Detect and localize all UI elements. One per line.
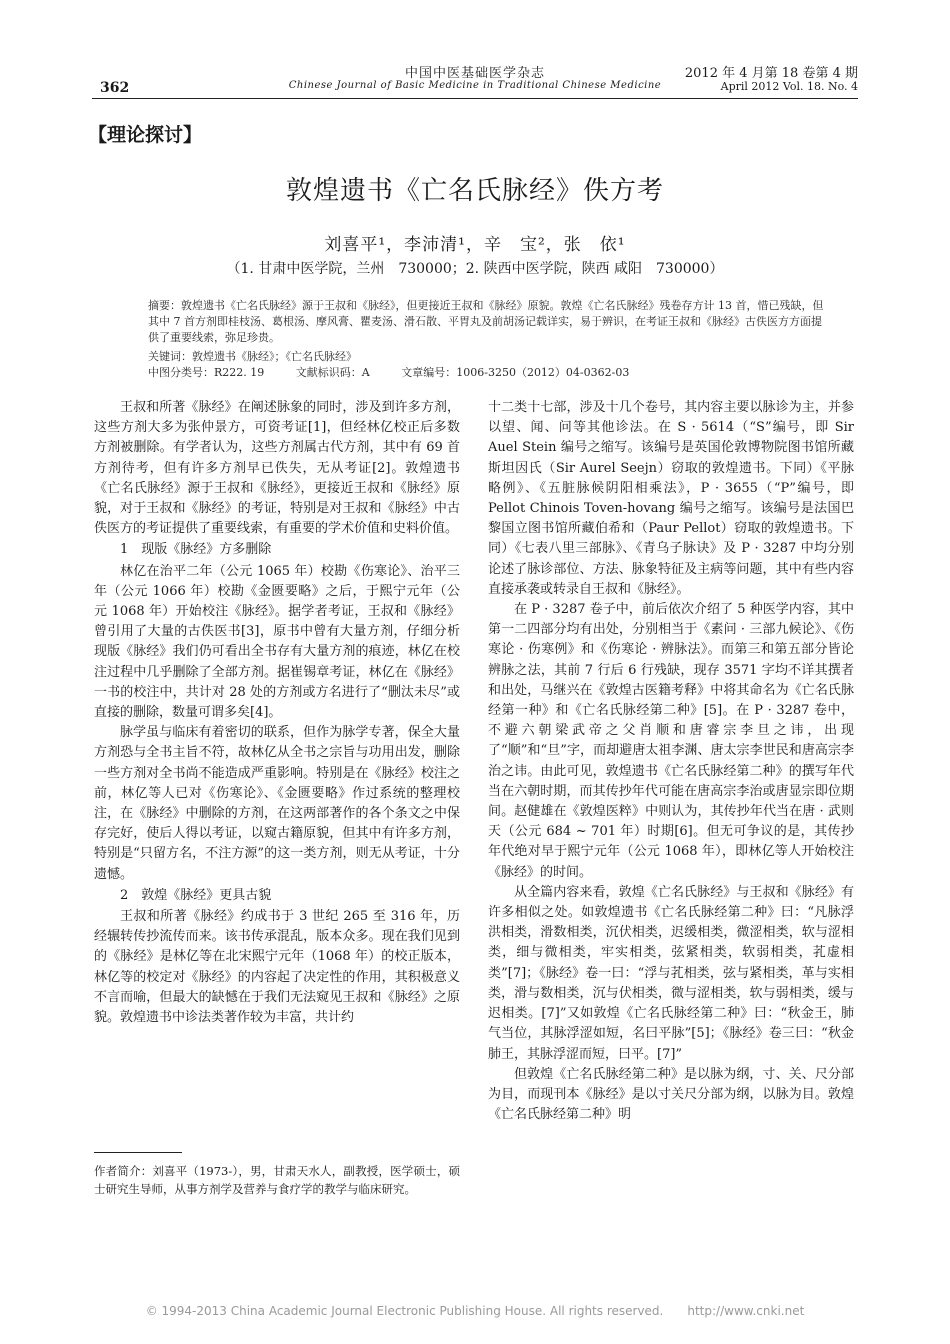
paragraph: 从全篇内容来看，敦煌《亡名氏脉经》与王叔和《脉经》有许多相似之处。如敦煌遗书《亡名氏脉经第二种》曰：“凡脉浮洪相类，滑数相类，沉伏相类，迟缓相类，微涩相类，软与涩相类，细与微相类，牢实相类，弦紧相类，软弱相类，芤虚相类”[7]；《脉经》卷一曰：“浮与芤相类，弦与紧相类，革与实相类，滑与数相类，沉与伏相类，微与涩相类，软与弱相类，缓与迟相类。[7]”又如敦煌《亡名氏脉经第二种》曰：“秋金王，肺气当位，其脉浮涩如短，名曰平脉”[5]；《脉经》卷三曰：“秋金肺王，其脉浮涩而短，曰平。[7]” [488, 884, 854, 1062]
journal-title-en: Chinese Journal of Basic Medicine in Traditional Chinese Medicine [288, 80, 662, 91]
article-number: 文章编号：1006-3250（2012）04-0362-03 [401, 366, 630, 379]
column-tag: 【理论探讨】 [88, 124, 203, 146]
paragraph: 但敦煌《亡名氏脉经第二种》是以脉为纲，寸、关、尺分部为目，而现刊本《脉经》是以寸关尺分部为纲，以脉为目。敦煌《亡名氏脉经第二种》明 [488, 1066, 854, 1123]
author-footnote: 作者简介：刘喜平（1973-），男，甘肃天水人，副教授，医学硕士，硕士研究生导师，从事方剂学及营养与食疗学的教学与临床研究。 [94, 1164, 460, 1196]
article-title: 敦煌遗书《亡名氏脉经》佚方考 [285, 176, 664, 206]
body-column-left [94, 398, 460, 1028]
journal-title-zh: 中国中医基础医学杂志 [404, 66, 545, 81]
paragraph: 王叔和所著《脉经》约成书于 3 世纪 265 至 316 年，历经辗转传抄流传而来。该书传承混乱，版本众多。现在我们见到的《脉经》是林亿等在北宋熙宁元年（1068 年）的校正版本，林亿等的校定对《脉经》的内容起了决定性的作用，其积极意义不言而喻，但最大的缺憾在于我们无法窥见王叔和《脉经》之原貌。敦煌遗书中诊法类著作较为丰富，共计约 [94, 909, 460, 1026]
clc-number: 中图分类号：R222. 19 [148, 366, 265, 379]
abstract: 摘要：敦煌遗书《亡名氏脉经》源于王叔和《脉经》，但更接近王叔和《脉经》原貌。敦煌《亡名氏脉经》残卷存方计 13 首，惜已残缺，但其中 7 首方剂即桂枝汤、葛根汤、摩风膏、瞿麦汤、滑石散、平胃丸及前胡汤记载详实，易于辨识，在考证王叔和《脉经》古佚医方方面提供了重要线索，弥足珍贵。 [148, 299, 824, 344]
header-rule [92, 98, 858, 99]
classification-line [148, 365, 830, 381]
document-code: 文献标识码：A [295, 366, 370, 379]
page-number: 362 [100, 80, 130, 96]
paragraph: 脉学虽与临床有着密切的联系，但作为脉学专著，保全大量方剂恐与全书主旨不符，故林亿从全书之宗旨与功用出发，删除一些方剂对全书尚不能造成严重影响。特别是在《脉经》校注之前，林亿等人已对《伤寒论》、《金匮要略》作过系统的整理校注，在《脉经》中删除的方剂，在这两部著作的各个条文之中保存完好，使后人得以考证，以窥古籍原貌，但其中有许多方剂，特别是“只留方名，不注方源”的这一类方剂，则无从考证，十分遗憾。 [94, 725, 460, 882]
copyright-notice: © 1994-2013 China Academic Journal Electronic Publishing House. All rights reserved. http://www.cnki.net [145, 1304, 805, 1318]
section-heading: 2 敦煌《脉经》更具古貌 [120, 887, 272, 903]
paragraph: 十二类十七部，涉及十几个卷号，其内容主要以脉诊为主，并参以望、闻、问等其他诊法。在 S · 5614（“S”编号，即 Sir Auel Stein 编号之缩写。该编号是英国伦敦博物院图书馆所藏斯坦因氏（Sir Aurel Seejn）窃取的敦煌遗书。下同）《平脉略例》、《五脏脉候阴阳相乘法》，P · 3655（“P”编号，即 Pellot Chinois Toven-hovang 编号之缩写。该编号是法国巴黎国立图书馆所藏伯希和（Paur Pellot）窃取的敦煌遗书。下同）《七表八里三部脉》、《青乌子脉诀》及 P · 3287 中均分别论述了脉诊部位、方法、脉象特征及主病等问题，其中有些内容直接承袭或转录自王叔和《脉经》。 [488, 400, 854, 597]
affiliations: （1. 甘肃中医学院，兰州 730000；2. 陕西中医学院，陕西 咸阳 730000） [226, 261, 724, 277]
body-column-right [488, 398, 854, 1125]
paragraph: 林亿在治平二年（公元 1065 年）校勘《伤寒论》、治平三年（公元 1066 年）校勘《金匮要略》之后，于熙宁元年（公元 1068 年）开始校注《脉经》。据学者考证，王叔和《脉经》曾引用了大量的古佚医书[3]，原书中曾有大量方剂，仔细分析现版《脉经》我们仍可看出全书存有大量方剂的痕迹，林亿在校注过程中几乎删除了全部方剂。据崔锡章考证，林亿在《脉经》一书的校注中，共计对 28 处的方剂或方名进行了“删汰未尽”或直接的删除，数量可谓多矣[4]。 [94, 563, 460, 721]
author-list: 刘喜平¹，李沛清¹，辛 宝²，张 依¹ [324, 235, 626, 255]
paragraph: 王叔和所著《脉经》在阐述脉象的同时，涉及到许多方剂，这些方剂大多为张仲景方，可资考证[1]，但经林亿校正后多数方剂被删除。有学者认为，这些方剂属古代方剂，其中有 69 首方剂待考，但有许多方剂早已佚失，无从考证[2]。敦煌遗书《亡名氏脉经》源于王叔和《脉经》，更接近王叔和《脉经》原貌，对于王叔和《脉经》的考证，特别是对王叔和《脉经》中古佚医方的考证提供了重要线索，有重要的学术价值和史料价值。 [94, 400, 460, 537]
section-heading: 1 现版《脉经》方多删除 [120, 542, 272, 558]
issue-date-zh: 2012 年 4 月第 18 卷第 4 期 [684, 66, 858, 81]
footnote-rule [94, 1152, 182, 1153]
issue-date-en: April 2012 Vol. 18. No. 4 [720, 80, 858, 93]
keywords: 关键词：敦煌遗书《脉经》；《亡名氏脉经》 [148, 350, 357, 363]
paragraph: 在 P · 3287 卷子中，前后依次介绍了 5 种医学内容，其中第一二四部分均有出处，分别相当于《素问 · 三部九候论》、《伤寒论 · 伤寒例》和《伤寒论 · 辨脉法》。而第三和第五部分皆论辨脉之法，其前 7 行后 6 行残缺，现存 3571 字均不详其撰者和出处，马继兴在《敦煌古医籍考释》中将其命名为《亡名氏脉经第一种》和《亡名氏脉经第二种》[5]。在 P · 3287 卷中，不避六朝梁武帝之父肖顺和唐睿宗李旦之讳，出现了“顺”和“旦”字，而却避唐太祖李渊、唐太宗李世民和唐高宗李治之讳。由此可见，敦煌遗书《亡名氏脉经第二种》的撰写年代当在六朝时期，而其传抄年代可能在唐高宗李治或唐显宗即位期间。赵健雄在《敦煌医粹》中则认为，其传抄年代当在唐 · 武则天（公元 684 ~ 701 年）时期[6]。但无可争议的是，其传抄年代绝对早于熙宁元年（公元 1068 年），即林亿等人开始校注《脉经》的时间。 [488, 602, 854, 880]
